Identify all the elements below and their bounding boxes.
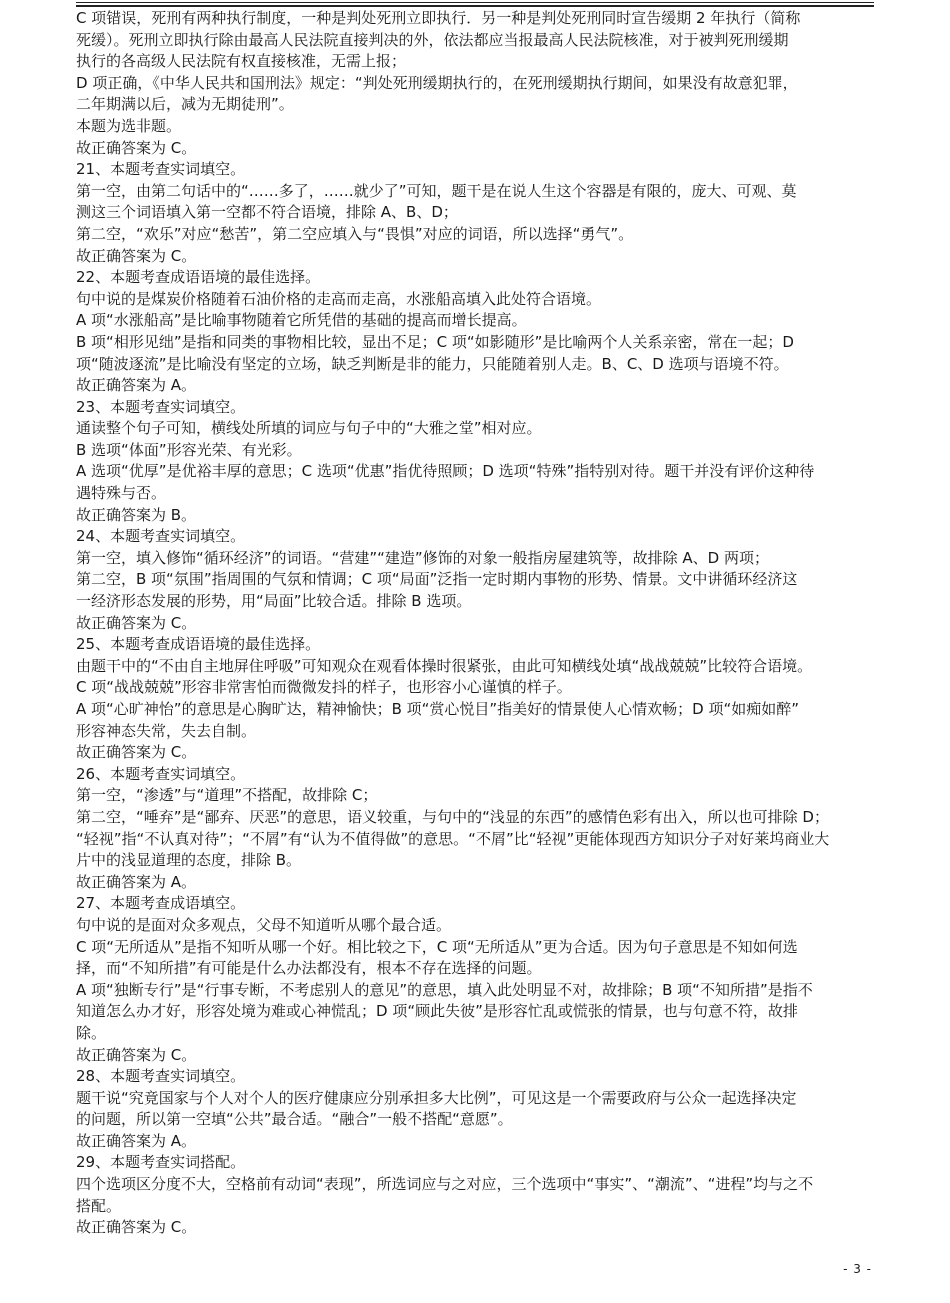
text-line: B 选项“体面”形容光荣、有光彩。: [76, 440, 302, 459]
text-line: 测这三个词语填入第一空都不符合语境，排除 A、B、D；: [76, 203, 458, 222]
text-line: 知道怎么办才好，形容处境为难或心神慌乱；D 项“顾此失彼”是形容忙乱或慌张的情景，也与句意不符，故排: [76, 1002, 798, 1021]
text-line: 24、本题考查实词填空。: [76, 527, 246, 546]
text-line: 执行的各高级人民法院有权直接核准，无需上报；: [76, 52, 407, 71]
text-line: 片中的浅显道理的态度，排除 B。: [76, 851, 302, 870]
text-line: A 项“心旷神怡”的意思是心胸旷达，精神愉快；B 项“赏心悦目”指美好的情景使人心情欢畅；D 项“如痴如醉”: [76, 700, 800, 718]
text-line: 故正确答案为 C。: [76, 138, 197, 157]
text-line: 故正确答案为 A。: [76, 376, 197, 395]
text-line: 通读整个句子可知，横线处所填的词应与句子中的“大雅之堂”相对应。: [76, 419, 542, 438]
text-line: 故正确答案为 A。: [76, 872, 197, 891]
top-rule-thin: [76, 2, 874, 3]
document-body: [76, 8, 876, 1239]
top-rule-thick: [76, 5, 874, 7]
text-line: C 项错误，死刑有两种执行制度，一种是判处死刑立即执行．另一种是判处死刑同时宣告缓期 2 年执行（简称: [76, 9, 801, 27]
text-line: 第一空，由第二句话中的“……多了，……就少了”可知，题干是在说人生这个容器是有限的，庞大、可观、莫: [76, 181, 797, 200]
text-line: B 项“相形见绌”是指和同类的事物相比较，显出不足；C 项“如影随形”是比喻两个人关系亲密，常在一起；D: [76, 332, 794, 351]
text-line: 二年期满以后，减为无期徒刑”。: [76, 95, 294, 114]
text-line: 故正确答案为 B。: [76, 505, 197, 524]
text-line: 除。: [76, 1023, 107, 1042]
text-line: 一经济形态发展的形势，用“局面”比较合适。排除 B 选项。: [76, 592, 472, 611]
text-line: 形容神态失常，失去自制。: [76, 721, 257, 740]
text-line: 故正确答案为 C。: [76, 613, 197, 632]
text-line: 项“随波逐流”是比喻没有坚定的立场，缺乏判断是非的能力，只能随着别人走。B、C、D 选项与语境不符。: [76, 354, 789, 373]
text-line: 23、本题考查实词填空。: [76, 397, 246, 416]
text-line: 第二空，B 项“氛围”指周围的气氛和情调；C 项“局面”泛指一定时期内事物的形势、情景。文中讲循环经济这: [76, 570, 798, 589]
text-line: 故正确答案为 A。: [76, 1131, 197, 1150]
text-line: 22、本题考查成语语境的最佳选择。: [76, 268, 321, 287]
text-line: 29、本题考查实词搭配。: [76, 1153, 246, 1172]
text-line: 死缓）。死刑立即执行除由最高人民法院直接判决的外，依法都应当报最高人民法院核准，对于被判死刑缓期: [76, 30, 789, 49]
text-line: 第二空，“唾弃”是“鄙弃、厌恶”的意思，语义较重，与句中的“浅显的东西”的感情色彩有出入，所以也可排除 D；: [76, 807, 829, 826]
text-line: A 选项“优厚”是优裕丰厚的意思；C 选项“优惠”指优待照顾；D 选项“特殊”指特别对待。题干并没有评价这种待: [76, 462, 815, 481]
text-line: 第二空，“欢乐”对应“愁苦”，第二空应填入与“畏惧”对应的词语，所以选择“勇气”。: [76, 224, 634, 243]
text-line: 遇特殊与否。: [76, 484, 167, 503]
text-line: 故正确答案为 C。: [76, 1218, 197, 1237]
text-line: 句中说的是煤炭价格随着石油价格的走高而走高，水涨船高填入此处符合语境。: [76, 289, 602, 308]
text-line: 的问题，所以第一空填“公共”最合适。“融合”一般不搭配“意愿”。: [76, 1110, 513, 1129]
text-line: C 项“战战兢兢”形容非常害怕而微微发抖的样子，也形容小心谨慎的样子。: [76, 678, 572, 697]
text-line: 题干说“究竟国家与个人对个人的医疗健康应分别承担多大比例”，可见这是一个需要政府与公众一起选择决定: [76, 1088, 797, 1107]
text-line: 四个选项区分度不大，空格前有动词“表现”，所选词应与之对应，三个选项中“事实”、“潮流”、“进程”均与之不: [76, 1175, 814, 1194]
text-line: “轻视”指“不认真对待”；“不屑”有“认为不值得做”的意思。“不屑”比“轻视”更能体现西方知识分子对好莱坞商业大: [76, 829, 830, 848]
text-line: 由题干中的“不由自主地屏住呼吸”可知观众在观看体操时很紧张，由此可知横线处填“战战兢兢”比较符合语境。: [76, 656, 813, 675]
text-line: 故正确答案为 C。: [76, 246, 197, 265]
text-line: A 项“独断专行”是“行事专断，不考虑别人的意见”的意思，填入此处明显不对，故排除；B 项“不知所措”是指不: [76, 980, 813, 999]
text-line: 择，而“不知所措”有可能是什么办法都没有，根本不存在选择的问题。: [76, 959, 542, 978]
text-line: 故正确答案为 C。: [76, 743, 197, 762]
text-line: C 项“无所适从”是指不知听从哪一个好。相比较之下，C 项“无所适从”更为合适。因为句子意思是不知如何选: [76, 937, 798, 956]
text-line: 26、本题考查实词填空。: [76, 764, 246, 783]
page-number: - 3 -: [843, 1262, 872, 1276]
text-line: D 项正确，《中华人民共和国刑法》规定：“判处死刑缓期执行的，在死刑缓期执行期间，如果没有故意犯罪，: [76, 73, 798, 92]
text-line: A 项“水涨船高”是比喻事物随着它所凭借的基础的提高而增长提高。: [76, 311, 527, 330]
text-line: 28、本题考查实词填空。: [76, 1067, 246, 1086]
text-line: 本题为选非题。: [76, 116, 182, 135]
text-line: 搭配。: [76, 1196, 122, 1215]
text-line: 21、本题考查实词填空。: [76, 160, 246, 179]
text-line: 句中说的是面对众多观点，父母不知道听从哪个最合适。: [76, 915, 452, 934]
text-line: 第一空，填入修饰“循环经济”的词语。“营建”“建造”修饰的对象一般指房屋建筑等，故排除 A、D 两项；: [76, 548, 769, 567]
text-line: 第一空，“渗透”与“道理”不搭配，故排除 C；: [76, 786, 378, 805]
text-line: 故正确答案为 C。: [76, 1045, 197, 1064]
text-line: 27、本题考查成语填空。: [76, 894, 246, 913]
text-line: 25、本题考查成语语境的最佳选择。: [76, 635, 321, 654]
